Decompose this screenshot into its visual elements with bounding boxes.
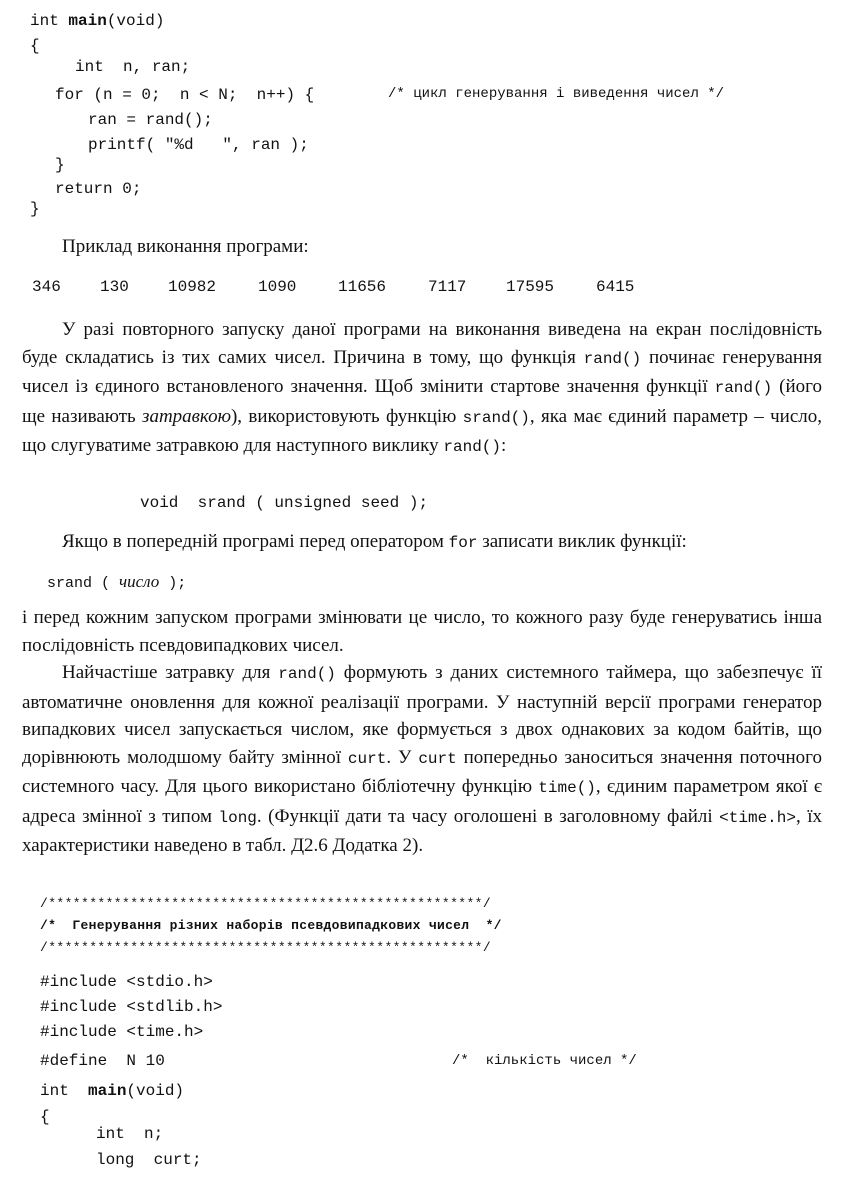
code-function-name: main xyxy=(88,1082,127,1100)
text: . (Функції дати та часу оголошені в заголовному файлі xyxy=(256,805,720,827)
code-declaration: long curt; xyxy=(96,1151,202,1169)
code-line-main xyxy=(40,1082,184,1100)
example-label: Приклад виконання програми: xyxy=(62,236,309,257)
text: , єдиним параметром якої є адреса змінної з типом xyxy=(22,776,822,827)
inline-code: time() xyxy=(538,779,596,797)
italic-term: число xyxy=(119,572,160,591)
code-line-for: for (n = 0; n < N; n++) { xyxy=(55,86,315,104)
code-include: #include <stdlib.h> xyxy=(40,998,223,1016)
text: : xyxy=(501,435,507,456)
output-number: 1090 xyxy=(258,278,297,296)
output-number: 17595 xyxy=(506,278,555,296)
code-line-declaration: int n, ran; xyxy=(75,58,191,76)
code-comment-border: /*****************************************************/ xyxy=(40,940,492,955)
text: . У xyxy=(386,746,419,768)
srand-call xyxy=(47,572,186,592)
text: починає генерування чисел із єдиного встановленого значення. Щоб змінити стартове значення функції xyxy=(22,346,822,397)
code-function-name: main xyxy=(68,12,107,30)
paragraph-seed-change: і перед кожним запуском програми змінювати це число, то кожного разу буде генеруватись інша послідовність псевдовипадкових чисел. xyxy=(22,607,822,656)
inline-code: rand() xyxy=(714,379,773,397)
code-text: (void) xyxy=(106,12,165,30)
code-line-brace-open: { xyxy=(40,1108,50,1126)
code-comment: /* цикл генерування і виведення чисел */ xyxy=(388,86,725,102)
output-number: 7117 xyxy=(428,278,467,296)
output-number: 346 xyxy=(32,278,61,296)
code-keyword: int xyxy=(30,12,59,30)
code-declaration: int n; xyxy=(96,1125,164,1143)
code-comment-title: /* Генерування різних наборів псевдовипадкових чисел */ xyxy=(40,918,502,933)
text: , яка має єдиний параметр – число, що слугуватиме затравкою для наступного виклику xyxy=(22,405,823,456)
inline-code: curt xyxy=(347,749,387,768)
code-line-brace-open: { xyxy=(30,37,40,55)
inline-code: <time.h> xyxy=(719,808,796,827)
code-line-brace-end: } xyxy=(30,200,40,218)
code-line-return: return 0; xyxy=(55,180,142,198)
text: формують з даних системного таймера, що забезпечує її автоматичне оновлення для кожної реалізації програми. У наступній версії програми генератор випадкових чисел запускається числом, яке формується з двох однакових за кодом байтів, що дорівнюють молодшому байту змінної xyxy=(22,662,822,768)
paragraph-srand-call xyxy=(62,528,832,558)
code-line-main xyxy=(30,12,164,30)
code-line-brace-close: } xyxy=(55,156,65,174)
program-output xyxy=(0,278,847,300)
text: ), використовують функцію xyxy=(230,405,463,427)
inline-code: srand ( xyxy=(47,575,120,592)
srand-prototype: void srand ( unsigned seed ); xyxy=(140,494,429,512)
inline-code: rand() xyxy=(443,438,501,456)
code-text: (void) xyxy=(126,1082,185,1100)
paragraph-rand-seed xyxy=(22,316,822,462)
output-number: 6415 xyxy=(596,278,635,296)
code-include: #include <time.h> xyxy=(40,1023,204,1041)
code-comment-border: /*****************************************************/ xyxy=(40,896,492,911)
code-keyword: int xyxy=(40,1082,69,1100)
inline-code: rand() xyxy=(278,665,336,683)
code-line-rand: ran = rand(); xyxy=(88,111,213,129)
inline-code: curt xyxy=(418,749,457,768)
text: Найчастіше затравку для xyxy=(62,662,279,683)
text: , їх характеристики наведено в табл. Д2.6 Додатка 2). xyxy=(22,805,822,856)
code-include: #include <stdio.h> xyxy=(40,973,213,991)
text: (його ще називають xyxy=(22,376,822,427)
paragraph-time-seed xyxy=(22,659,822,860)
output-number: 10982 xyxy=(168,278,217,296)
text: записати виклик функції: xyxy=(477,531,687,552)
text: Якщо в попередній програмі перед оператором xyxy=(62,531,449,552)
code-line-printf: printf( "%d ", ran ); xyxy=(88,136,309,154)
output-number: 130 xyxy=(100,278,129,296)
inline-code: long xyxy=(218,808,257,827)
inline-code: ); xyxy=(159,575,187,592)
output-number: 11656 xyxy=(338,278,387,296)
inline-code: srand() xyxy=(462,408,530,427)
text: попередньо заноситься значення поточного системного часу. Для цього використано бібліотечну функцію xyxy=(22,746,822,797)
text: У разі повторного запуску даної програми на виконання виведена на екран послідовність буде складатись із тих самих чисел. Причина в тому, що функція xyxy=(22,319,822,368)
code-comment: /* кількість чисел */ xyxy=(452,1053,637,1069)
inline-code: rand() xyxy=(583,349,642,368)
code-define: #define N 10 xyxy=(40,1052,165,1070)
inline-code: for xyxy=(448,534,478,552)
italic-term: затравкою xyxy=(142,405,231,427)
